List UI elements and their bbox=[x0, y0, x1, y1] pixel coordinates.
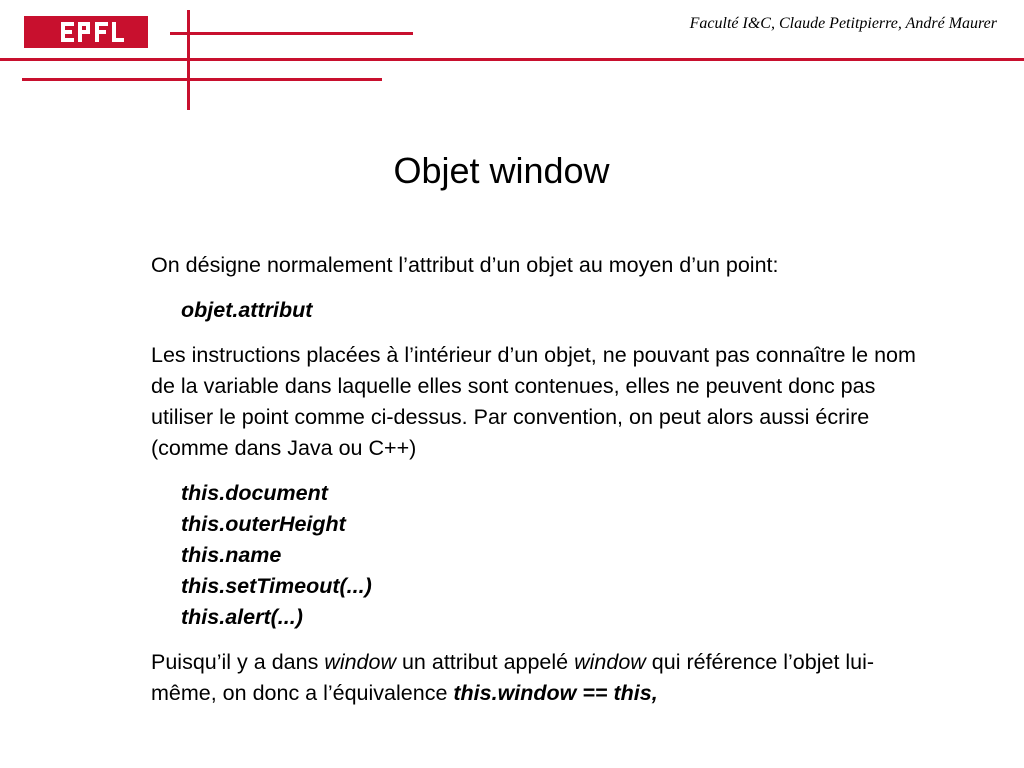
code-line: this.outerHeight bbox=[181, 512, 346, 536]
equivalence-code: this.window == this, bbox=[453, 681, 658, 705]
header-rule-top bbox=[170, 32, 413, 35]
slide-title: Objet window bbox=[393, 150, 610, 191]
epfl-logo-mark bbox=[24, 16, 148, 48]
conclusion-text: qui référence l’objet lui-même, on donc a l’équivalence bbox=[151, 650, 875, 705]
window-term: window bbox=[574, 650, 646, 674]
code-line: this.name bbox=[181, 543, 282, 567]
conclusion-paragraph bbox=[151, 647, 931, 709]
header-rule-lower bbox=[22, 78, 382, 81]
code-line: this.alert(...) bbox=[181, 605, 303, 629]
conclusion-text: Puisqu’il y a dans bbox=[151, 650, 325, 674]
code-line: this.document bbox=[181, 481, 328, 505]
conclusion-text: un attribut appelé bbox=[396, 650, 575, 674]
window-term: window bbox=[324, 650, 396, 674]
syntax-example bbox=[151, 295, 931, 326]
code-line: this.setTimeout(...) bbox=[181, 574, 372, 598]
header-rule-main bbox=[0, 58, 1024, 61]
intro-paragraph: On désigne normalement l’attribut d’un objet au moyen d’un point: bbox=[151, 253, 779, 277]
header-credit: Faculté I&C, Claude Petitpierre, André Maurer bbox=[689, 15, 997, 32]
syntax-example-line: objet.attribut bbox=[181, 298, 313, 322]
code-examples bbox=[151, 478, 931, 633]
slide-body bbox=[151, 250, 931, 723]
explanation-paragraph: Les instructions placées à l’intérieur d’un objet, ne pouvant pas connaître le nom de la variable dans laquelle elles sont contenues, elles ne peuvent donc pas utiliser le point comme ci-dessus. Par convention, on peut alors aussi écrire (comme dans Java ou C++) bbox=[151, 343, 916, 460]
epfl-logo bbox=[24, 16, 148, 48]
header-rule-vertical bbox=[187, 10, 190, 110]
